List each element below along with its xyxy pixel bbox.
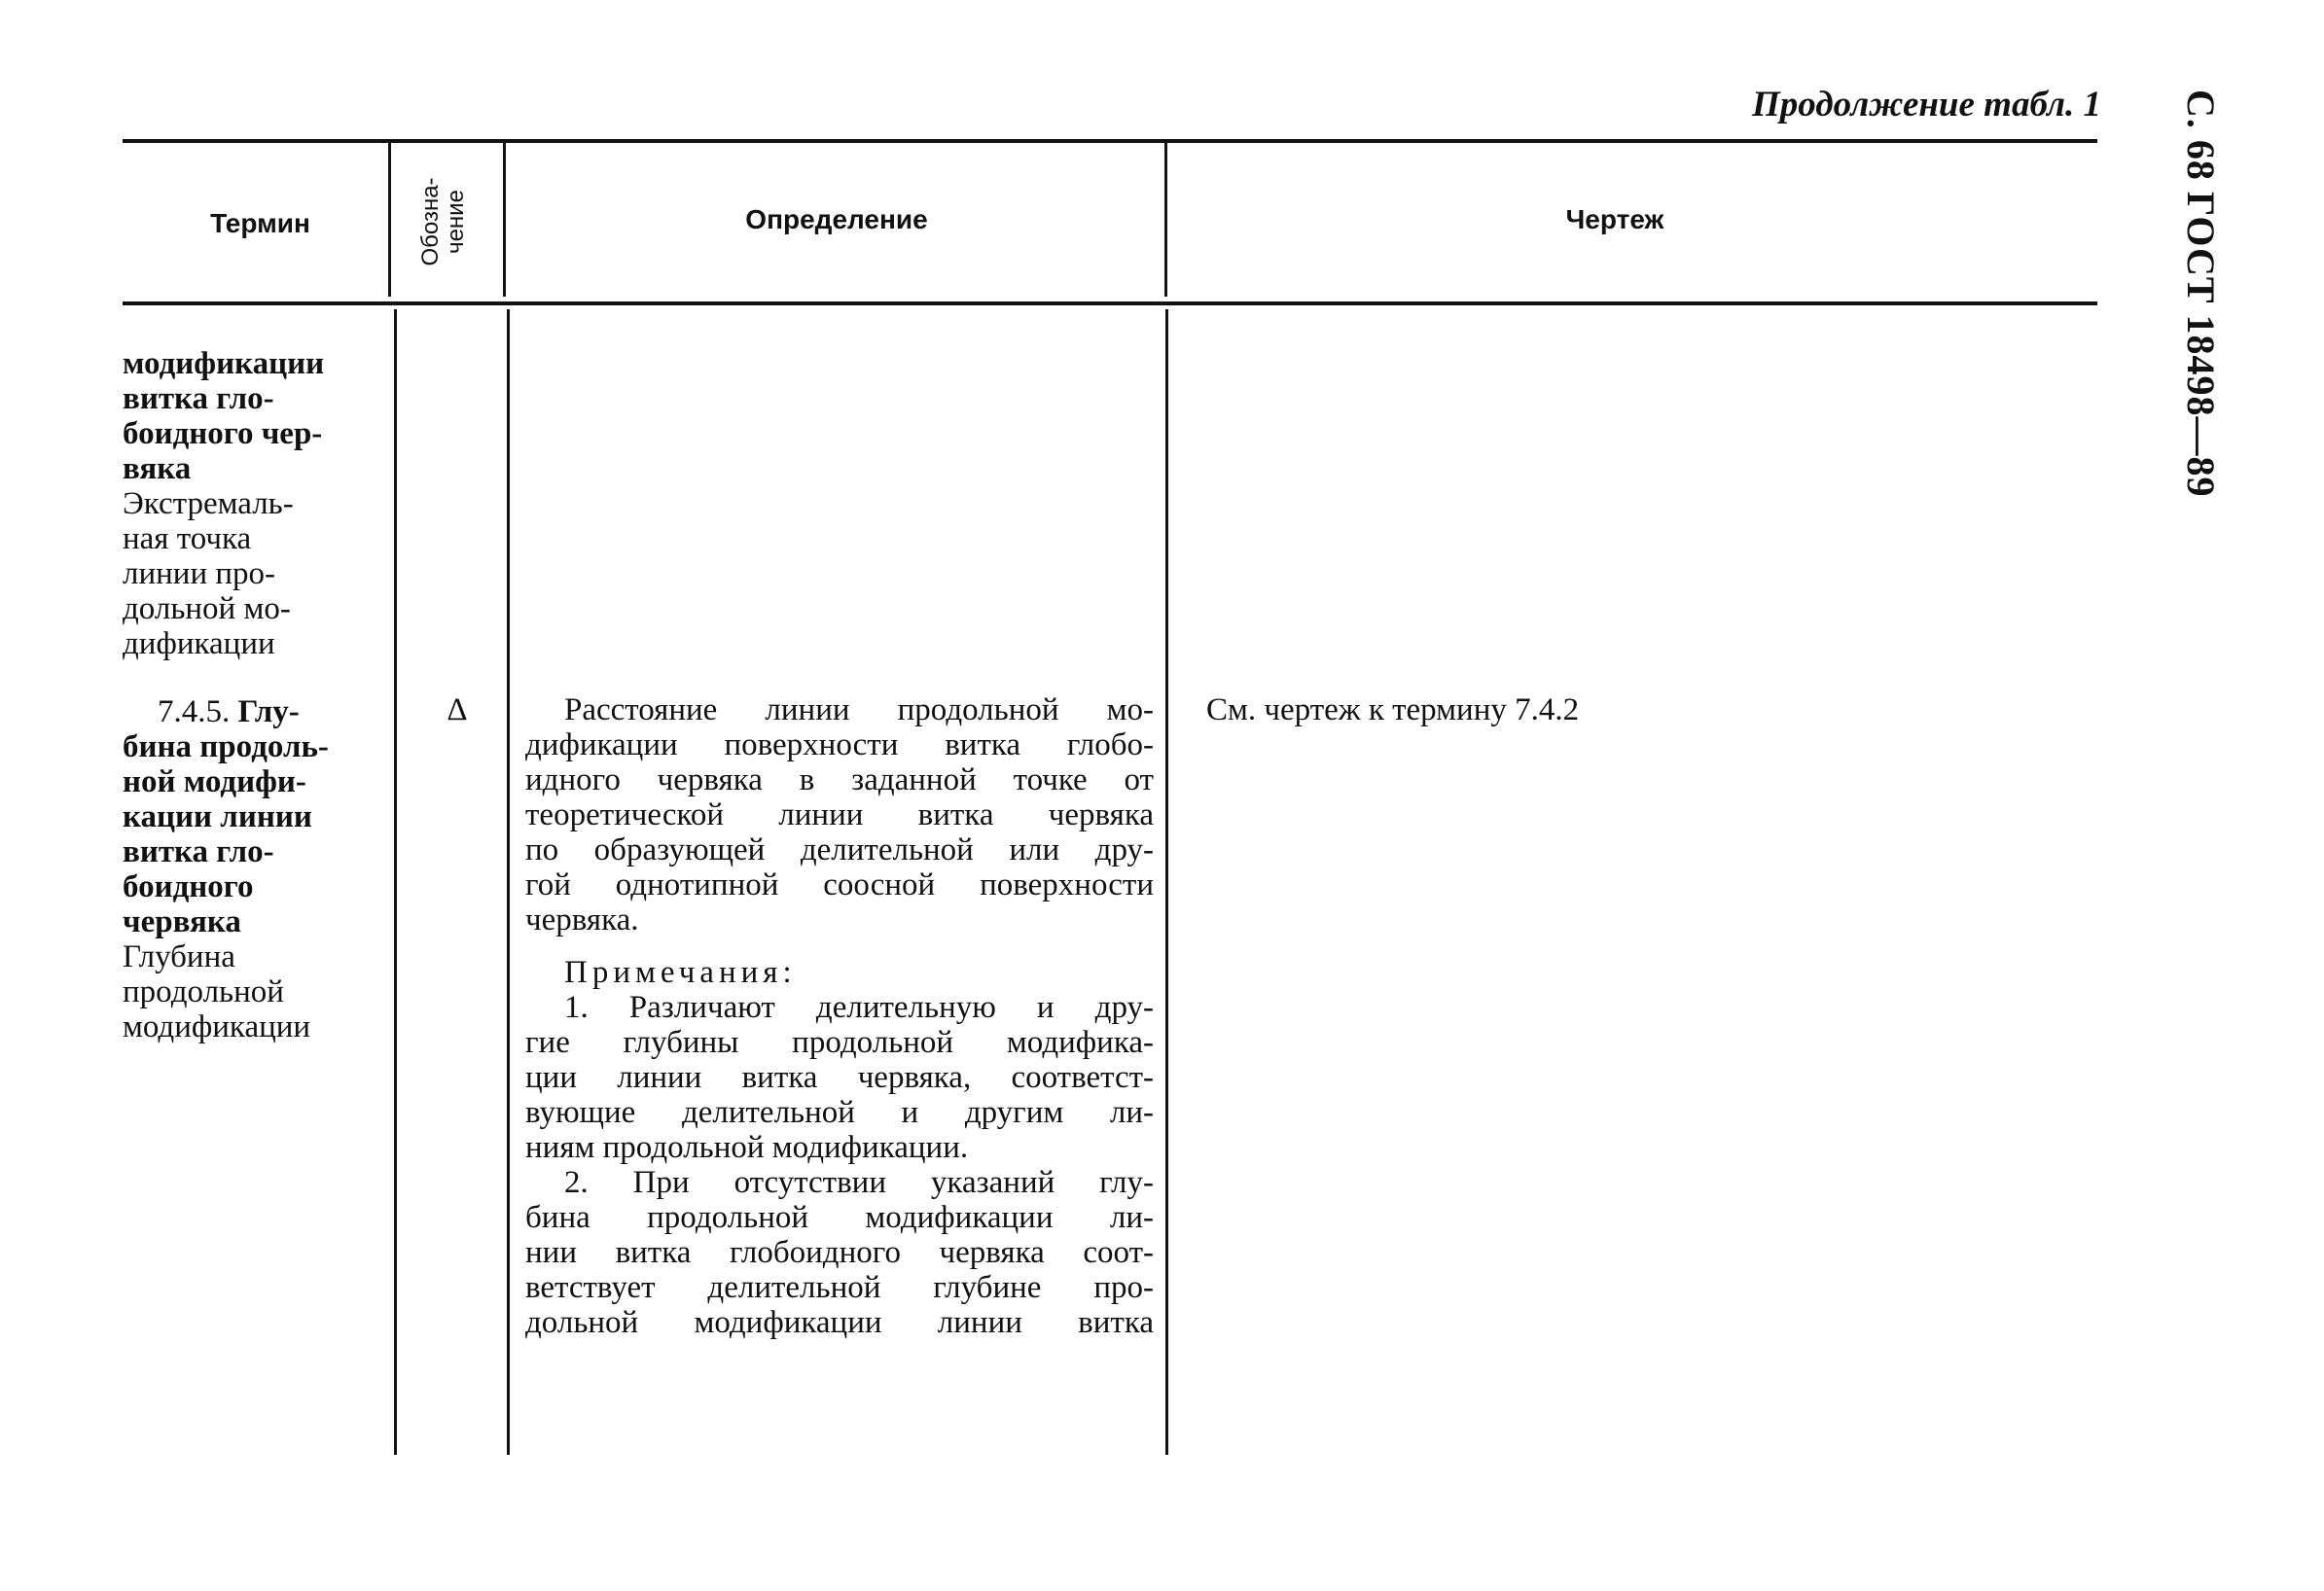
- header-drawing: Чертеж: [1565, 204, 1664, 234]
- term-line: витка гло-: [123, 834, 274, 869]
- term-line: Глубина: [123, 939, 235, 974]
- definition-line: гой однотипной соосной поверхности: [525, 867, 1154, 902]
- term-cell: [123, 346, 375, 1044]
- body-divider-2: [507, 309, 510, 1455]
- definition-cell: [525, 692, 1154, 1340]
- definition-line: теоретической линии витка червяка: [525, 797, 1154, 832]
- header-bottom-rule: [123, 301, 2097, 305]
- term-line: дификации: [123, 626, 275, 661]
- designation-symbol: Δ: [447, 692, 468, 727]
- header-divider-2: [503, 143, 506, 297]
- side-page-header: [2179, 89, 2223, 517]
- definition-line: червяка.: [525, 902, 639, 937]
- term-line: модификации: [123, 346, 325, 381]
- term-line: червяка: [123, 904, 241, 939]
- note-line: ветствует делительной глубине про-: [525, 1270, 1154, 1305]
- term-line: вяка: [123, 451, 192, 486]
- header-divider-3: [1164, 143, 1167, 297]
- term-number-line: [123, 694, 375, 729]
- notes-body: [525, 990, 1154, 1340]
- note-line: гие глубины продольной модифика-: [525, 1025, 1154, 1060]
- note-line: ции линии витка червяка, соответст-: [525, 1060, 1154, 1095]
- note-line: бина продольной модификации ли-: [525, 1200, 1154, 1235]
- note-line: вующие делительной и другим ли-: [525, 1095, 1154, 1130]
- term-title-start: Глу-: [237, 694, 300, 729]
- note-line: дольной модификации линии витка: [525, 1305, 1154, 1340]
- term-line: ной модифи-: [123, 764, 306, 799]
- note-line: ниям продольной модификации.: [525, 1130, 969, 1165]
- drawing-reference: См. чертеж к термину 7.4.2: [1206, 692, 1580, 727]
- header-divider-1: [388, 143, 391, 297]
- body-divider-3: [1165, 309, 1168, 1455]
- term-line: продольной: [123, 974, 284, 1009]
- term-line: Экстремаль-: [123, 486, 294, 521]
- note-line: 2. При отсутствии указаний глу-: [564, 1165, 1154, 1200]
- term-line: дольной мо-: [123, 591, 291, 626]
- definition-main: [525, 692, 1154, 937]
- note-line: нии витка глобоидного червяка соот-: [525, 1235, 1154, 1270]
- term-line: витка гло-: [123, 381, 274, 416]
- term-number: 7.4.5.: [158, 694, 231, 729]
- term-line: линии про-: [123, 556, 276, 591]
- term-line: боидного чер-: [123, 416, 323, 451]
- term-block-1: [123, 346, 375, 661]
- term-line: ная точка: [123, 521, 252, 556]
- term-line: бина продоль-: [123, 729, 329, 764]
- term-line: кации линии: [123, 799, 312, 834]
- table-top-rule: [123, 139, 2097, 143]
- definition-line: Расстояние линии продольной мо-: [564, 692, 1154, 727]
- term-line: боидного: [123, 869, 254, 904]
- side-header-text: С. 68 ГОСТ 18498—89: [2179, 89, 2223, 498]
- body-divider-1: [394, 309, 397, 1455]
- definition-line: по образующей делительной или дру-: [525, 832, 1154, 867]
- header-designation: Обозна- чение: [417, 177, 469, 266]
- note-line: 1. Различают делительную и дру-: [564, 990, 1154, 1025]
- header-definition: Определение: [745, 204, 928, 234]
- definition-line: идного червяка в заданной точке от: [525, 762, 1154, 797]
- definition-line: дификации поверхности витка глобо-: [525, 727, 1154, 762]
- term-line: модификации: [123, 1009, 311, 1044]
- header-term: Термин: [210, 208, 310, 238]
- continuation-label: Продолжение табл. 1: [1752, 85, 2101, 124]
- term-block-2: [123, 694, 375, 1044]
- notes-title: Примечания:: [564, 955, 797, 990]
